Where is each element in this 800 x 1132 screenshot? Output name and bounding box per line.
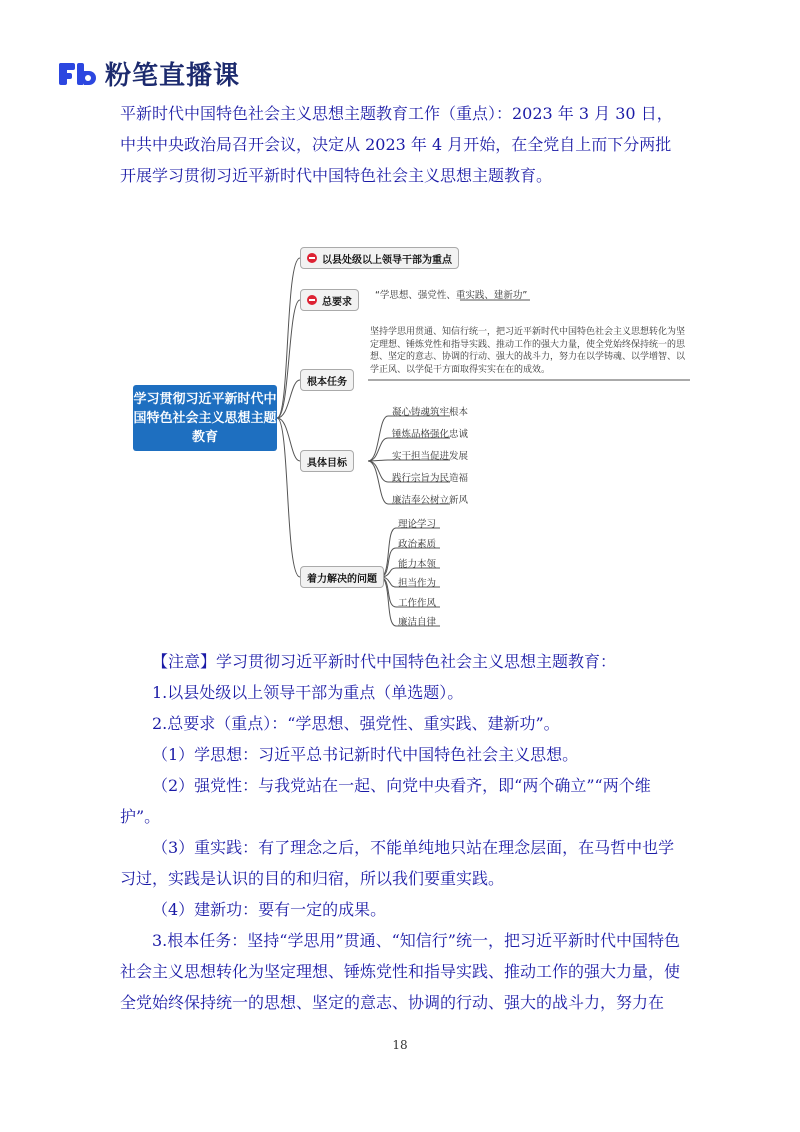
note-point: （4）建新功：要有一定的成果。 — [152, 900, 387, 919]
minus-circle-icon — [307, 295, 317, 305]
mind-map-goal-item: 凝心铸魂筑牢根本 — [392, 407, 469, 418]
mind-map-problem-item: 理论学习 — [398, 519, 437, 530]
mind-map-goal-item: 实干担当促进发展 — [392, 451, 469, 462]
mind-map-goal-item: 廉洁奉公树立新风 — [392, 495, 469, 506]
intro-paragraph: 平新时代中国特色社会主义思想主题教育工作（重点）：2023 年 3 月 30 日，中共中央政治局召开会议，决定从 2023 年 4 月开始，在全党自上而下分两批开展学习贯彻习近平新时代中国特色社会主义思想主题教育。 — [120, 104, 673, 185]
note-point: （2）强党性：与我党站在一起、向党中央看齐，即“两个确立”“两个维护”。 — [120, 776, 651, 826]
page-number: 18 — [392, 1038, 408, 1052]
mind-map-problem-item: 政治素质 — [398, 539, 437, 550]
mind-map-node-task: 根本任务 — [300, 369, 354, 391]
mind-map-goal-item: 锤炼品格强化忠诚 — [392, 429, 469, 440]
brand-name: 粉笔直播课 — [105, 61, 241, 91]
note-point: 1.以县处级以上领导干部为重点（单选题）。 — [152, 683, 464, 702]
mind-map-problem-item: 廉洁自律 — [398, 617, 437, 628]
mind-map-problem-item: 担当作为 — [398, 578, 437, 589]
brand-logo — [57, 55, 240, 92]
mind-map-node-problems: 着力解决的问题 — [300, 566, 384, 588]
mind-map-node-requirement: 总要求 — [300, 289, 359, 311]
minus-circle-icon — [307, 253, 317, 263]
mind-map-node-goals: 具体目标 — [300, 450, 354, 472]
mind-map-task-detail: 坚持学思用贯通、知信行统一，把习近平新时代中国特色社会主义思想转化为坚定理想、锤炼党性和指导实践、推动工作的强大力量，使全党始终保持统一的思想、坚定的意志、协调的行动、强大的战斗力，努力在以学铸魂、以学增智、以学正风、以学促干方面取得实实在在的成效。 — [370, 327, 686, 375]
mind-map-node-focus: 以县处级以上领导干部为重点 — [300, 247, 459, 269]
note-heading: 【注意】学习贯彻习近平新时代中国特色社会主义思想主题教育： — [152, 652, 617, 671]
mind-map-requirement-detail: “学思想、强党性、重实践、建新功” — [375, 290, 528, 301]
note-point: （1）学思想：习近平总书记新时代中国特色社会主义思想。 — [152, 745, 579, 764]
mind-map — [130, 230, 690, 640]
note-point: 3.根本任务：坚持“学思用”贯通、“知信行”统一，把习近平新时代中国特色社会主义思想转化为坚定理想、锤炼党性和指导实践、推动工作的强大力量，使全党始终保持统一的思想、坚定的意志、协调的行动、强大的战斗力，努力在 — [120, 931, 681, 1012]
mind-map-problem-item: 能力本领 — [398, 559, 437, 570]
mind-map-center-node: 学习贯彻习近平新时代中国特色社会主义思想主题教育 — [133, 385, 277, 451]
mind-map-problem-item: 工作作风 — [398, 598, 437, 609]
note-point: 2.总要求（重点）：“学思想、强党性、重实践、建新功”。 — [152, 714, 560, 733]
note-point: （3）重实践：有了理念之后，不能单纯地只站在理念层面，在马哲中也学习过，实践是认识的目的和归宿，所以我们要重实践。 — [120, 838, 675, 888]
mind-map-goal-item: 践行宗旨为民造福 — [392, 473, 469, 484]
fb-logo-icon — [57, 59, 97, 89]
